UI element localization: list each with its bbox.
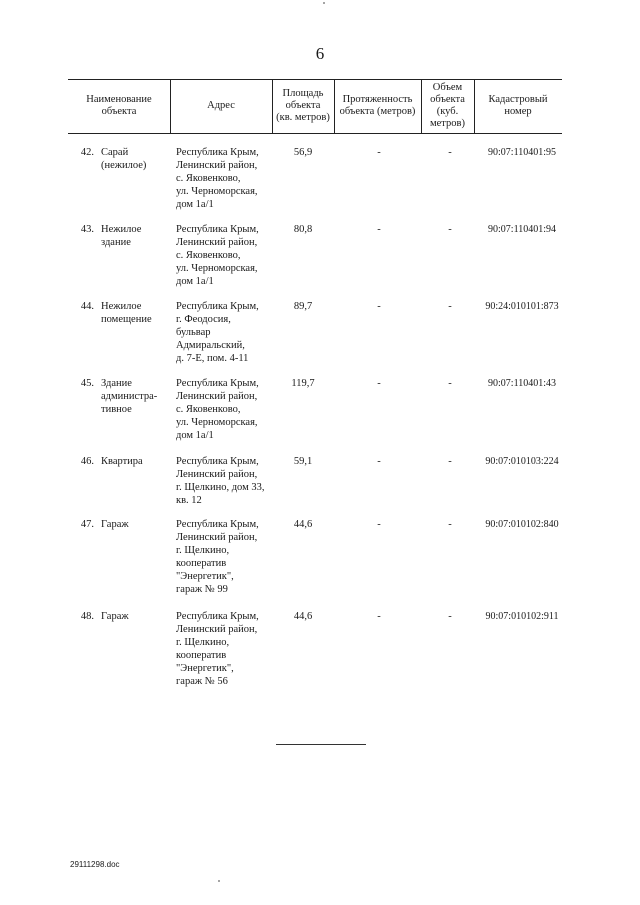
object-volume: - bbox=[448, 378, 452, 389]
object-volume: - bbox=[448, 147, 452, 158]
row-number: 47. bbox=[80, 519, 94, 530]
header-name: Наименование объекта bbox=[86, 94, 152, 117]
object-area: 89,7 bbox=[293, 301, 313, 312]
row-number: 43. bbox=[80, 224, 94, 235]
scan-speck bbox=[323, 2, 325, 4]
page-number: 6 bbox=[315, 44, 325, 63]
object-length: - bbox=[377, 301, 381, 312]
cadastral-number: 90:07:110401:95 bbox=[488, 147, 556, 158]
header-area: Площадь объекта (кв. метров) bbox=[276, 88, 330, 123]
header-volume: Объем объекта (куб. метров) bbox=[430, 82, 465, 129]
end-of-document-rule bbox=[276, 744, 366, 745]
object-length: - bbox=[377, 611, 381, 622]
object-address: Республика Крым, Ленинский район, с. Яковенково, ул. Черноморская, дом 1а/1 bbox=[176, 224, 259, 287]
footer-filename: 29111298.doc bbox=[70, 860, 120, 869]
row-number: 46. bbox=[80, 456, 94, 467]
row-number: 42. bbox=[80, 147, 94, 158]
object-length: - bbox=[377, 378, 381, 389]
object-length: - bbox=[377, 147, 381, 158]
row-number: 44. bbox=[80, 301, 94, 312]
object-area: 80,8 bbox=[293, 224, 313, 235]
object-volume: - bbox=[448, 519, 452, 530]
object-volume: - bbox=[448, 301, 452, 312]
object-area: 56,9 bbox=[293, 147, 313, 158]
scan-speck bbox=[218, 880, 220, 882]
object-area: 44,6 bbox=[293, 611, 313, 622]
object-name: Сарай (нежилое) bbox=[101, 147, 147, 171]
cadastral-number: 90:07:010102:840 bbox=[485, 519, 559, 530]
object-volume: - bbox=[448, 224, 452, 235]
header-length: Протяженность объекта (метров) bbox=[339, 94, 416, 117]
row-number: 48. bbox=[80, 611, 94, 622]
object-name: Гараж bbox=[101, 519, 129, 530]
header-address: Адрес bbox=[207, 100, 235, 111]
row-number: 45. bbox=[80, 378, 94, 389]
object-address: Республика Крым, г. Феодосия, бульвар Адмиральский, д. 7-Е, пом. 4-11 bbox=[176, 301, 259, 364]
object-address: Республика Крым, Ленинский район, г. Щелкино, дом 33, кв. 12 bbox=[176, 456, 265, 506]
object-address: Республика Крым, Ленинский район, с. Яковенково, ул. Черноморская, дом 1а/1 bbox=[176, 378, 259, 441]
header-cadastral: Кадастровый номер bbox=[488, 94, 548, 117]
object-address: Республика Крым, Ленинский район, г. Щелкино, кооператив "Энергетик", гараж № 99 bbox=[176, 519, 259, 595]
object-name: Нежилое помещение bbox=[101, 301, 152, 325]
object-volume: - bbox=[448, 611, 452, 622]
cadastral-number: 90:24:010101:873 bbox=[485, 301, 559, 312]
cadastral-number: 90:07:110401:94 bbox=[488, 224, 556, 235]
object-name: Нежилое здание bbox=[101, 224, 142, 248]
cadastral-number: 90:07:110401:43 bbox=[488, 378, 556, 389]
object-name: Гараж bbox=[101, 611, 129, 622]
object-address: Республика Крым, Ленинский район, г. Щелкино, кооператив "Энергетик", гараж № 56 bbox=[176, 611, 259, 687]
object-area: 44,6 bbox=[293, 519, 313, 530]
object-address: Республика Крым, Ленинский район, с. Яковенково, ул. Черноморская, дом 1а/1 bbox=[176, 147, 259, 210]
object-area: 59,1 bbox=[293, 456, 313, 467]
object-area: 119,7 bbox=[291, 378, 315, 389]
object-name: Здание администра- тивное bbox=[101, 378, 158, 415]
object-volume: - bbox=[448, 456, 452, 467]
header-bottom-rule bbox=[68, 133, 562, 134]
cadastral-number: 90:07:010102:911 bbox=[485, 611, 559, 622]
object-length: - bbox=[377, 224, 381, 235]
object-length: - bbox=[377, 456, 381, 467]
cadastral-number: 90:07:010103:224 bbox=[485, 456, 559, 467]
object-name: Квартира bbox=[101, 456, 143, 467]
object-length: - bbox=[377, 519, 381, 530]
